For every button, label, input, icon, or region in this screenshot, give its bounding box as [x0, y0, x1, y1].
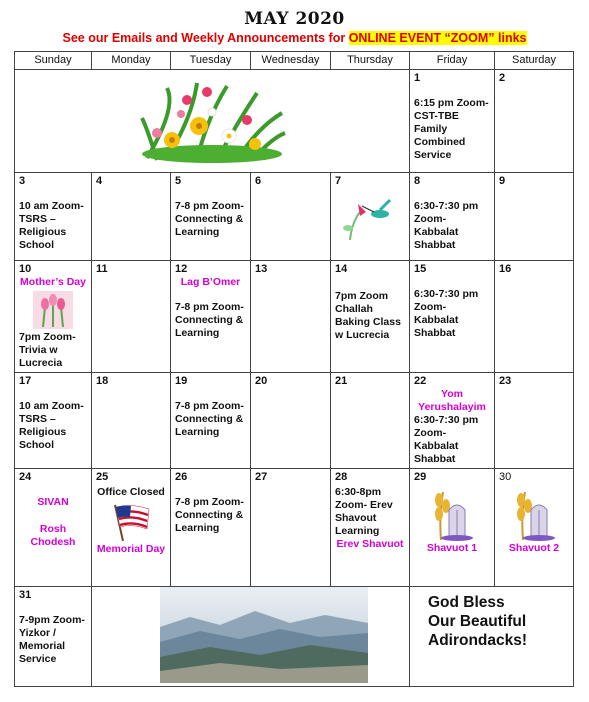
event-text: 7pm Zoom-Trivia w Lucrecia — [19, 331, 76, 369]
day-cell-17 — [15, 373, 92, 469]
day-cell-4 — [92, 173, 171, 261]
holiday-label: Yom Yerushalayim — [418, 388, 486, 413]
tulips-image — [33, 291, 73, 329]
week-row-1 — [15, 70, 574, 173]
holiday-label: Mother’s Day — [20, 276, 86, 288]
day-number: 27 — [255, 471, 268, 483]
wheat-tablets-icon — [509, 486, 559, 542]
day-number: 22 — [414, 375, 427, 387]
event-text: 6:15 pm Zoom-CST-TBE Family Combined Service — [414, 97, 489, 161]
weekday-header-row — [15, 52, 574, 70]
weekday-friday: Friday — [410, 52, 495, 70]
day-cell-20 — [251, 373, 331, 469]
day-number: 19 — [175, 375, 188, 387]
day-number: 26 — [175, 471, 188, 483]
day-cell-24 — [15, 469, 92, 587]
calendar-grid — [14, 51, 574, 687]
announcement-line — [0, 31, 589, 45]
calendar-title: MAY 2020 — [244, 9, 345, 29]
office-closed-note: Office Closed — [97, 486, 165, 498]
day-number: 12 — [175, 263, 188, 275]
day-cell-22 — [410, 373, 495, 469]
event-text: 7-9pm Zoom-Yizkor / Memorial Service — [19, 614, 85, 665]
holiday-label: Shavuot 1 — [426, 542, 478, 554]
day-cell-29 — [410, 469, 495, 587]
blessing-line-2: Our Beautiful — [428, 613, 527, 630]
day-cell-1 — [410, 70, 495, 173]
announcement-text: See our Emails and Weekly Announcements for — [62, 31, 349, 45]
flowers-image — [137, 78, 287, 164]
day-number: 4 — [96, 175, 103, 187]
day-cell-15 — [410, 261, 495, 373]
event-text: 7pm Zoom Challah Baking Class w Lucrecia — [335, 290, 401, 341]
day-number: 14 — [335, 263, 348, 275]
day-number: 29 — [414, 471, 427, 483]
day-number: 16 — [499, 263, 512, 275]
day-cell-27 — [251, 469, 331, 587]
day-number: 2 — [499, 72, 506, 84]
day-cell-5 — [171, 173, 251, 261]
day-number: 17 — [19, 375, 32, 387]
day-number: 30 — [499, 471, 512, 483]
day-cell-21 — [331, 373, 410, 469]
week-row-6 — [15, 587, 574, 687]
week-row-3 — [15, 261, 574, 373]
event-text: 10 am Zoom-TSRS – Religious School — [19, 200, 84, 251]
weekday-thursday: Thursday — [331, 52, 410, 70]
day-cell-14 — [331, 261, 410, 373]
adirondack-mountains-photo — [160, 587, 368, 683]
day-cell-12 — [171, 261, 251, 373]
event-text: 7-8 pm Zoom-Connecting & Learning — [175, 400, 244, 438]
day-number: 10 — [19, 263, 32, 275]
day-number: 11 — [96, 263, 108, 275]
day-number: 28 — [335, 471, 348, 483]
day-number: 7 — [335, 175, 342, 187]
day-cell-23 — [495, 373, 574, 469]
day-cell-2 — [495, 70, 574, 173]
day-number: 21 — [335, 375, 348, 387]
event-text: 10 am Zoom-TSRS – Religious School — [19, 400, 84, 451]
day-number: 5 — [175, 175, 182, 187]
day-cell-26 — [171, 469, 251, 587]
day-cell-8 — [410, 173, 495, 261]
spring-flowers-illustration-cell — [15, 70, 410, 173]
holiday-label: Memorial Day — [96, 543, 166, 555]
day-cell-10 — [15, 261, 92, 373]
day-number: 3 — [19, 175, 26, 187]
day-number: 1 — [414, 72, 421, 84]
event-text: 6:30-8pm Zoom- Erev Shavout Learning — [335, 486, 393, 537]
event-text: 6:30-7:30 pm Zoom-Kabbalat Shabbat — [414, 200, 479, 251]
blessing-line-1: God Bless — [428, 594, 505, 611]
event-text: 6:30-7:30 pm Zoom-Kabbalat Shabbat — [414, 414, 479, 465]
holiday-label: Shavuot 2 — [508, 542, 560, 554]
blessing-cell — [410, 587, 574, 687]
day-cell-3 — [15, 173, 92, 261]
day-cell-13 — [251, 261, 331, 373]
weekday-tuesday: Tuesday — [171, 52, 251, 70]
day-number: 31 — [19, 589, 32, 601]
hummingbird-flower-image — [340, 192, 400, 242]
blessing-line-3: Adirondacks! — [428, 632, 528, 649]
day-cell-25 — [92, 469, 171, 587]
day-number: 15 — [414, 263, 427, 275]
day-number: 20 — [255, 375, 268, 387]
day-number: 23 — [499, 375, 512, 387]
day-number: 13 — [255, 263, 268, 275]
day-cell-18 — [92, 373, 171, 469]
day-cell-9 — [495, 173, 574, 261]
weekday-sunday: Sunday — [15, 52, 92, 70]
day-number: 24 — [19, 471, 32, 483]
holiday-label-2: Rosh Chodesh — [30, 523, 76, 548]
us-flag-image — [109, 501, 153, 541]
weekday-monday: Monday — [92, 52, 171, 70]
day-cell-7 — [331, 173, 410, 261]
week-row-4 — [15, 373, 574, 469]
day-number: 6 — [255, 175, 262, 187]
holiday-label: Lag B’Omer — [180, 276, 241, 288]
weekday-wednesday: Wednesday — [251, 52, 331, 70]
day-cell-6 — [251, 173, 331, 261]
week-row-2 — [15, 173, 574, 261]
day-cell-16 — [495, 261, 574, 373]
event-text: 6:30-7:30 pm Zoom-Kabbalat Shabbat — [414, 288, 479, 339]
week-row-5 — [15, 469, 574, 587]
day-number: 9 — [499, 175, 506, 187]
event-text: 7-8 pm Zoom-Connecting & Learning — [175, 496, 244, 534]
blessing-text — [428, 593, 569, 650]
zoom-links-highlight: ONLINE EVENT “ZOOM” links — [348, 31, 527, 45]
day-cell-11 — [92, 261, 171, 373]
day-cell-30 — [495, 469, 574, 587]
weekday-saturday: Saturday — [495, 52, 574, 70]
day-cell-31 — [15, 587, 92, 687]
day-number: 8 — [414, 175, 421, 187]
day-cell-19 — [171, 373, 251, 469]
day-cell-28 — [331, 469, 410, 587]
wheat-tablets-icon — [427, 486, 477, 542]
day-number: 18 — [96, 375, 109, 387]
holiday-label: Erev Shavuot — [336, 538, 404, 550]
holiday-label: SIVAN — [37, 496, 69, 508]
event-text: 7-8 pm Zoom-Connecting & Learning — [175, 301, 244, 339]
mountain-photo-cell — [92, 587, 410, 687]
event-text: 7-8 pm Zoom-Connecting & Learning — [175, 200, 244, 238]
day-number: 25 — [96, 471, 109, 483]
